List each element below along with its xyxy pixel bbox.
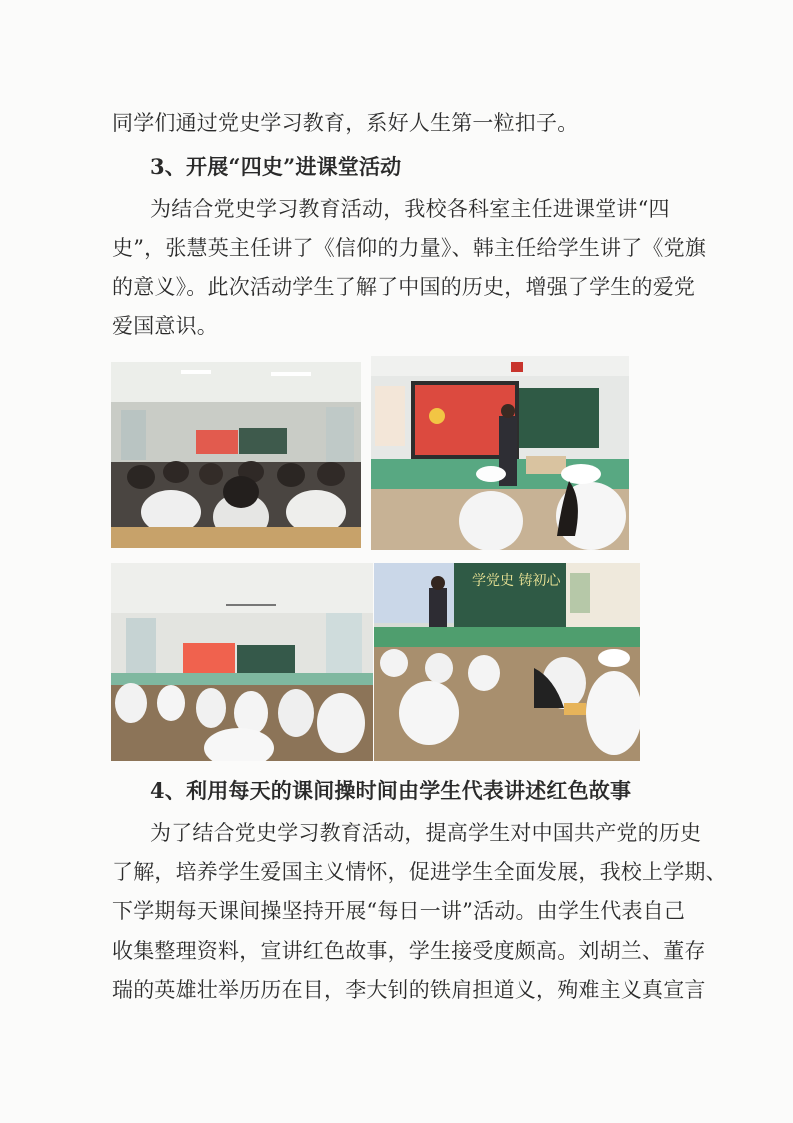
section-heading: 4、利用每天的课间操时间由学生代表讲述红色故事 — [150, 778, 632, 803]
paragraph-line: 同学们通过党史学习教育，系好人生第一粒扣子。 — [112, 111, 579, 135]
section-heading: 3、开展“四史”进课堂活动 — [150, 154, 402, 179]
paragraph-line: 的意义》。此次活动学生了解了中国的历史，增强了学生的爱党 — [112, 275, 696, 299]
blackboard-text: 学党史 铸初心 — [472, 573, 561, 589]
classroom-photo-2 — [371, 356, 629, 550]
paragraph-line: 瑞的英雄壮举历历在目，李大钊的铁肩担道义，殉难主义真宣言 — [112, 978, 706, 1002]
paragraph-line: 为了结合党史学习教育活动，提高学生对中国共产党的历史 — [150, 821, 702, 845]
paragraph-line: 爱国意识。 — [112, 314, 218, 338]
classroom-photo-3 — [111, 563, 373, 761]
paragraph-line: 为结合党史学习教育活动，我校各科室主任进课堂讲“四 — [150, 197, 670, 221]
paragraph-line: 了解，培养学生爱国主义情怀，促进学生全面发展，我校上学期、 — [112, 860, 727, 884]
classroom-photo-4 — [374, 563, 640, 761]
paragraph-line: 史”，张慧英主任讲了《信仰的力量》、韩主任给学生讲了《党旗 — [112, 236, 707, 260]
paragraph-line: 下学期每天课间操坚持开展“每日一讲”活动。由学生代表自己 — [112, 899, 686, 923]
paragraph-line: 收集整理资料，宣讲红色故事，学生接受度颇高。刘胡兰、董存 — [112, 939, 706, 963]
classroom-photo-1 — [111, 362, 361, 548]
